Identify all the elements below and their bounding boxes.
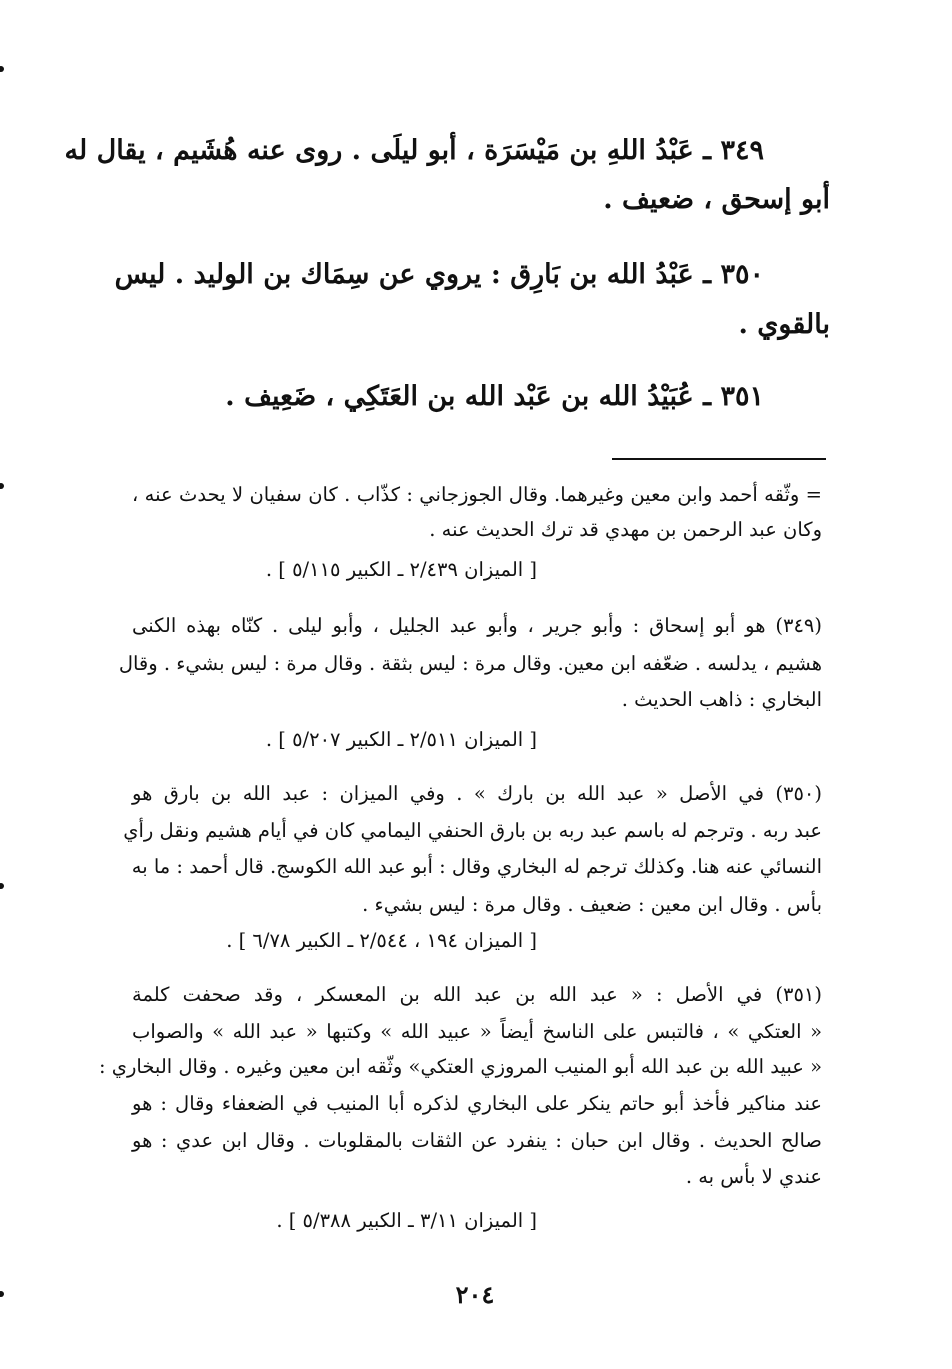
- scan-margin-mark: [0, 883, 4, 889]
- footnote-349-line-2: هشيم ، يدلسه . ضعّفه ابن معين. وقال مرة : ليس بثقة . وقال مرة : ليس بشيء . وقال: [118, 652, 822, 675]
- footnote-351-ref: [ الميزان ٣/١١ ـ الكبير ٥/٣٨٨ ] .: [276, 1209, 537, 1232]
- footnote-350-line-4: بأس . وقال ابن معين : ضعيف . وقال مرة : ليس بشيء .: [362, 893, 822, 916]
- page-number: ٢٠٤: [455, 1280, 495, 1309]
- entry-351-line-1: ٣٥١ ـ عُبَيْدُ الله بن عَبْد الله بن العَتَكِي ، ضَعِيف .: [225, 381, 764, 412]
- footnote-349-line-1: (٣٤٩) هو أبو إسحاق : وأبو جرير ، وأبو عبد الجليل ، وأبو ليلى . كنّاه بهذه الكنى: [132, 614, 822, 637]
- footnote-350-ref: [ الميزان ١٩٤ ، ٢/٥٤٤ ـ الكبير ٦/٧٨ ] .: [226, 929, 537, 952]
- footnote-349-ref: [ الميزان ٢/٥١١ ـ الكبير ٥/٢٠٧ ] .: [265, 728, 537, 751]
- footnote-350-line-3: النسائي عنه هنا. وكذلك ترجم له البخاري وقال : أبو عبد الله الكوسج. قال أحمد : ما به: [131, 855, 822, 878]
- scan-margin-mark: [0, 1291, 4, 1297]
- footnote-349-line-3: البخاري : ذاهب الحديث .: [621, 688, 822, 711]
- scan-margin-mark: [0, 66, 4, 72]
- footnote-351-line-3: « عبيد الله بن عبد الله أبو المنيب المروزي العتكي» وثّقه ابن معين وغيره . وقال البخاري :: [98, 1055, 822, 1078]
- scan-margin-mark: [0, 483, 4, 489]
- entry-350-line-2: بالقوي .: [738, 309, 830, 340]
- entry-349-line-1: ٣٤٩ ـ عَبْدُ اللهِ بن مَيْسَرَة ، أبو ليلَى . روى عنه هُشَيم ، يقال له: [64, 135, 764, 166]
- footnote-cont-line-1: = وثّقه أحمد وابن معين وغيرهما. وقال الجوزجاني : كذّاب . كان سفيان لا يحدث عنه ،: [132, 483, 822, 506]
- footnote-351-line-5: صالح الحديث . وقال ابن حبان : ينفرد عن الثقات بالمقلوبات . وقال ابن عدي : هو: [132, 1129, 822, 1152]
- footnote-351-line-4: عند مناكير فأخذ أبو حاتم ينكر على البخاري لذكره أبا المنيب في الضعفاء وقال : هو: [132, 1092, 822, 1115]
- footnote-cont-line-2: وكان عبد الرحمن بن مهدي قد ترك الحديث عنه .: [429, 518, 822, 541]
- footnote-separator: [612, 458, 826, 460]
- footnote-351-line-6: عندي لا بأس به .: [685, 1165, 822, 1188]
- footnote-cont-ref: [ الميزان ٢/٤٣٩ ـ الكبير ٥/١١٥ ] .: [265, 558, 537, 581]
- entry-349-line-2: أبو إسحق ، ضعيف .: [603, 184, 830, 215]
- entry-350-line-1: ٣٥٠ ـ عَبْدُ الله بن بَارِق : يروي عن سِمَاك بن الوليد . ليس: [114, 259, 764, 290]
- footnote-351-line-2: « العتكي » ، فالتبس على الناسخ أيضاً « عبيد الله » وكتبها « عبد الله » والصواب: [132, 1020, 822, 1043]
- footnote-350-line-2: عبد ربه . وترجم له باسم عبد ربه بن بارق الحنفي اليمامي كان في أيام هشيم ونقل رأي: [123, 819, 822, 842]
- footnote-350-line-1: (٣٥٠) في الأصل « عبد الله بن بارك » . وفي الميزان : عبد الله بن بارق هو: [132, 782, 822, 805]
- footnote-351-line-1: (٣٥١) في الأصل : « عبد الله بن عبد الله بن المعسكر ، وقد صحفت كلمة: [132, 983, 822, 1006]
